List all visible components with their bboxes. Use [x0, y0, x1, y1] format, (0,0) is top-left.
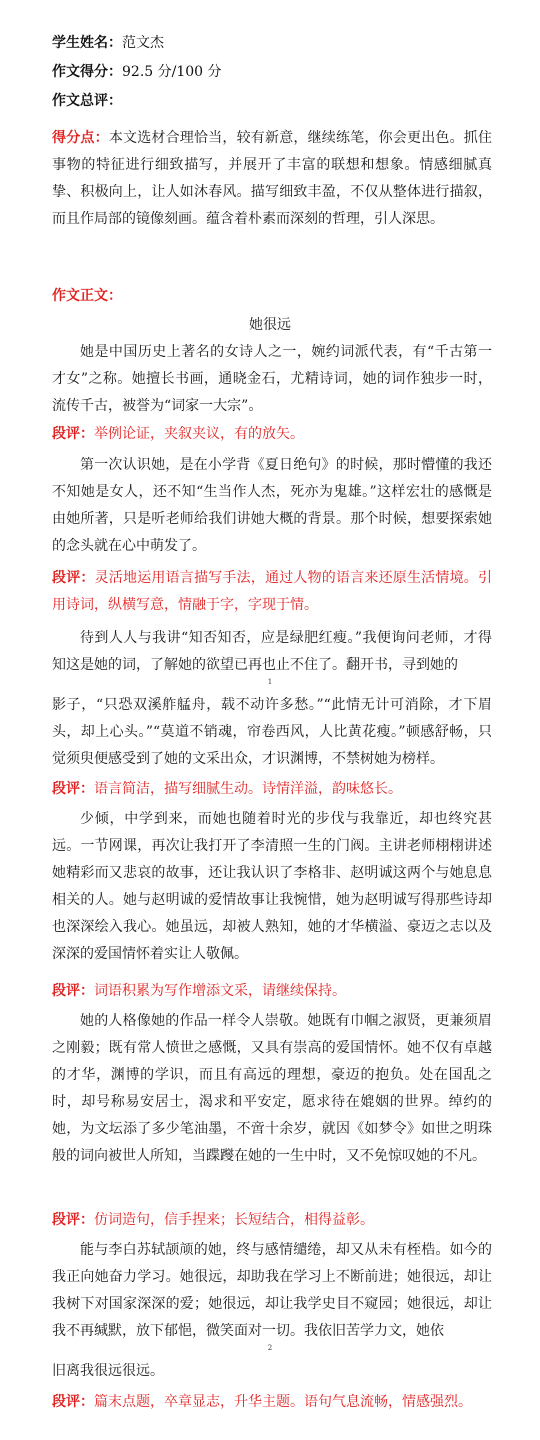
page-number: 2: [267, 1344, 273, 1352]
comment-text: 灵活地运用语言描写手法，通过人物的语言来还原生活情境。引用诗词，纵横写意，情融于字，字现于情。: [52, 570, 493, 613]
comment-text: 举例论证，夹叙夹议，有的放矢。: [94, 426, 304, 442]
comment-label: 段评：: [52, 426, 94, 442]
comment-text: 词语积累为写作增添文采，请继续保持。: [94, 983, 346, 999]
student-name-label: 学生姓名：: [52, 35, 122, 51]
paragraph-comment-2: [52, 565, 492, 619]
essay-paragraph-3-part-1: 待到人人与我讲“知否知否，应是绿肥红瘦。”我便询问老师，才得知这是她的词，了解她的欲望已再也止不住了。翻开书，寻到她的: [52, 630, 492, 673]
score-value: 92.5 分/100 分: [122, 64, 222, 80]
essay-paragraph-5: 她的人格像她的作品一样令人崇敬。她既有巾帼之淑贤，更兼须眉之刚毅；既有常人愤世之感慨，又具有崇高的爱国情怀。她不仅有卓越的才华，渊博的学识，而且有高远的理想，豪迈的抱负。处在国乱之时，却号称易安居士，渴求和平安定，愿求待在媲姻的世界。绰约的她，为文坛添了多少笔油墨，不啻十余岁，就因《如梦令》如世之明珠般的词向被世人所知，当蹀躞在她的一生中时，又不免惊叹她的不凡。: [52, 1013, 492, 1164]
overall-review-text: [52, 125, 492, 233]
essay-title: 她很远: [249, 317, 291, 333]
essay-paragraph-4: 少倾，中学到来，而她也随着时光的步伐与我靠近，却也终究甚远。一节网课，再次让我打开了李清照一生的门阀。主讲老师栩栩讲述她精彩而又悲哀的故事，还让我认识了李格非、赵明诚这两个与她息息相关的人。她与赵明诚的爱情故事让我惋惜，她为赵明诚写得那些诗却也深深绘入我心。她虽远，却被人熟知，她的才华横溢、豪迈之志以及深深的爱国情怀着实让人敬佩。: [52, 811, 492, 962]
essay-paragraph-1: 她是中国历史上著名的女诗人之一，婉约词派代表，有“千古第一才女”之称。她擅长书画，通晓金石，尤精诗词，她的词作独步一时，流传千古，被誉为“词家一大宗”。: [52, 344, 492, 414]
paragraph-comment-5: [52, 1207, 492, 1234]
student-name-line: [52, 32, 164, 52]
essay-paragraph-3-part-2: 影子，“只恐双溪舴艋舟，载不动许多愁。”“此情无计可消除，才下眉头，却上心头。”“莫道不销魂，帘卷西风，人比黄花瘦。”顿感舒畅，只觉须臾便感受到了她的文采出众，才识渊博，不禁树她为榜样。: [52, 697, 492, 767]
comment-label: 段评：: [52, 983, 94, 999]
overall-review-heading: 作文总评：: [52, 93, 122, 109]
score-points-text: 本文选材合理恰当，较有新意，继续练笔，你会更出色。抓住事物的特征进行细致描写，并展开了丰富的联想和想象。情感细腻真挚、积极向上，让人如沐春风。描写细致丰盈，不仅从整体进行描叙，而且作局部的镜像刻画。蕴含着朴素而深刻的哲理，引人深思。: [52, 130, 493, 227]
paragraph-comment-3: [52, 776, 492, 803]
score-label: 作文得分：: [52, 64, 122, 80]
comment-label: 段评：: [52, 1394, 94, 1410]
comment-label: 段评：: [52, 781, 94, 797]
paragraph-comment-6: [52, 1389, 492, 1416]
paragraph-comment-4: [52, 978, 492, 1005]
essay-paragraph-6-part-2: 旧离我很远很远。: [52, 1363, 164, 1379]
comment-label: 段评：: [52, 1212, 94, 1228]
essay-paragraph-6-part-1: 能与李白苏轼颉颃的她，终与感情缱绻，却又从未有桎梏。如今的我正向她奋力学习。她很远，却助我在学习上不断前进；她很远，却让我树下对国家深深的爱；她很远，却让我学史目不窥园；她很远，却让我不再缄默，放下郁悒，微笑面对一切。我依旧苦学力文，她依: [52, 1242, 492, 1339]
essay-paragraph-2: 第一次认识她，是在小学背《夏日绝句》的时候，那时懵懂的我还不知她是女人，还不知“生当作人杰，死亦为鬼雄。”这样宏壮的感慨是由她所著，只是听老师给我们讲她大概的背景。那个时候，想要探索她的念头就在心中萌发了。: [52, 457, 492, 554]
comment-label: 段评：: [52, 570, 95, 586]
paragraph-comment-1: [52, 421, 492, 448]
score-points-label: 得分点：: [52, 130, 109, 146]
essay-body-heading: 作文正文：: [52, 288, 122, 304]
student-name-value: 范文杰: [122, 35, 164, 51]
comment-text: 语言简洁，描写细腻生动。诗情洋溢，韵味悠长。: [94, 781, 402, 797]
score-line: [52, 61, 222, 81]
comment-text: 篇末点题，卒章显志，升华主题。语句气息流畅，情感强烈。: [94, 1394, 472, 1410]
page-number: 1: [267, 678, 273, 686]
comment-text: 仿词造句，信手捏来；长短结合，相得益彰。: [94, 1212, 374, 1228]
